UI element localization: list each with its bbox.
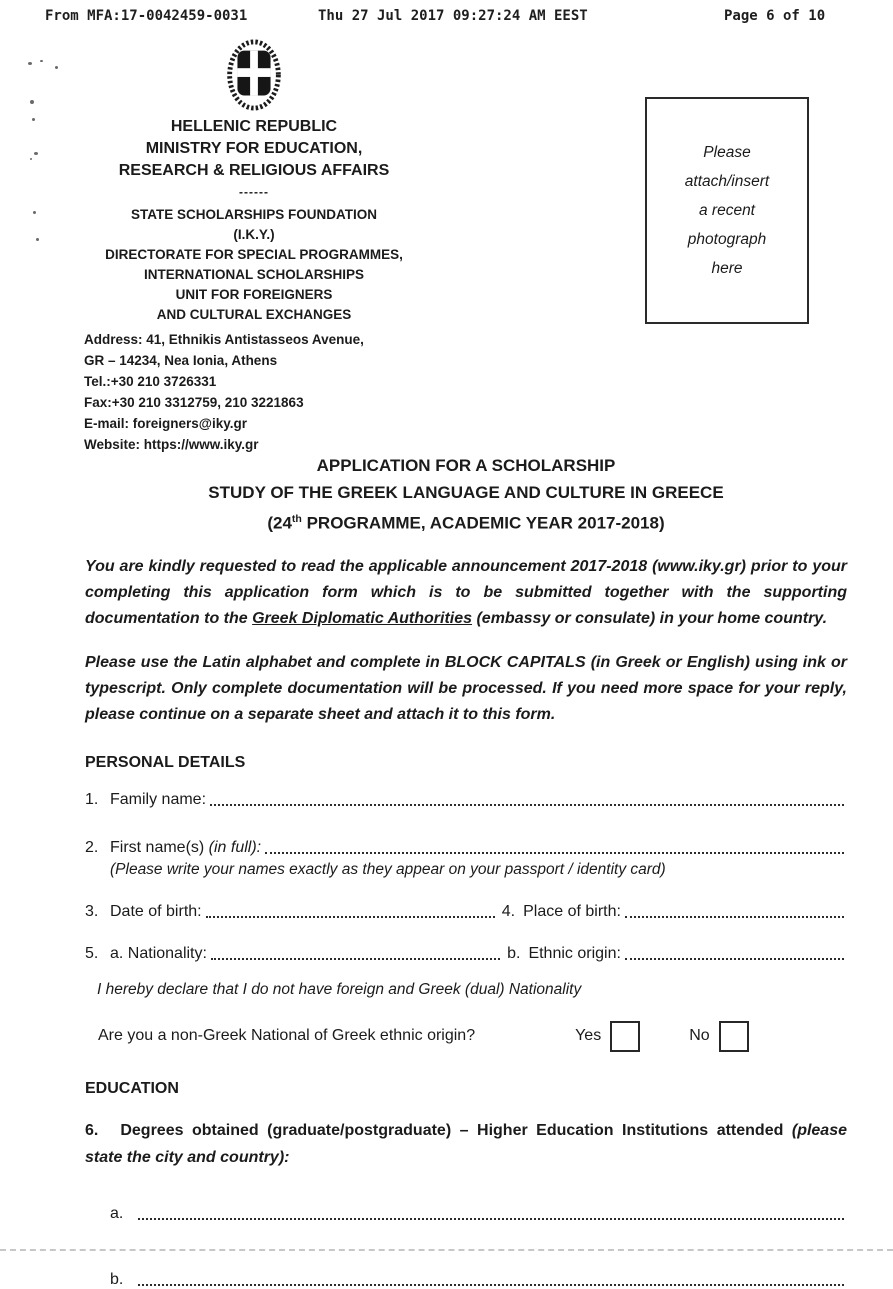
question-letter: b. <box>507 944 521 962</box>
greek-coat-of-arms-icon <box>223 38 285 112</box>
title-ordinal-suffix: th <box>291 513 302 525</box>
family-name-fill-line[interactable] <box>210 804 844 806</box>
question-number: 2. <box>85 838 99 856</box>
degree-a-fill-line[interactable] <box>138 1218 844 1220</box>
field-label-date-of-birth: Date of birth: <box>110 902 202 920</box>
yes-checkbox[interactable] <box>610 1021 640 1052</box>
org-name-line: RESEARCH & RELIGIOUS AFFAIRS <box>118 162 390 179</box>
scan-noise-speck <box>30 100 34 104</box>
photo-box-text: Please <box>703 144 751 161</box>
scan-noise-speck <box>36 238 39 241</box>
place-of-birth-fill-line[interactable] <box>625 916 844 918</box>
foundation-line: DIRECTORATE FOR SPECIAL PROGRAMMES, <box>105 247 403 262</box>
foundation-line: (I.K.Y.) <box>233 227 275 242</box>
photo-box-text: attach/insert <box>684 173 770 190</box>
scan-noise-speck <box>28 62 32 65</box>
photo-box-text: photograph <box>687 231 767 248</box>
foundation-line: STATE SCHOLARSHIPS FOUNDATION <box>131 207 377 222</box>
ethnic-origin-fill-line[interactable] <box>625 958 844 960</box>
intro-p1-text: (embassy or consulate) in your home country. <box>472 609 828 627</box>
form-title <box>85 452 847 537</box>
form-body <box>85 452 847 1289</box>
scan-noise-speck <box>33 211 36 214</box>
field-label-ethnic-origin: Ethnic origin: <box>528 944 621 962</box>
form-title-line3 <box>85 506 847 537</box>
fax-sender-id: From MFA:17-0042459-0031 <box>45 8 248 24</box>
org-name-line: HELLENIC REPUBLIC <box>170 118 338 135</box>
degree-entry-a <box>110 1205 847 1223</box>
field-family-name <box>85 791 847 809</box>
field-birth-row <box>85 903 847 921</box>
org-name-line: MINISTRY FOR EDUCATION, <box>145 140 363 157</box>
section-heading-education: EDUCATION <box>85 1079 179 1097</box>
field-label-first-names <box>110 839 261 857</box>
website-line: Website: https://www.iky.gr <box>84 437 259 452</box>
address-line: Address: 41, Ethnikis Antistasseos Avenue, <box>84 332 364 347</box>
nationality-fill-line[interactable] <box>211 958 500 960</box>
letterhead <box>78 38 430 455</box>
first-names-label-text: First name(s) <box>110 838 209 856</box>
letterhead-divider: ------ <box>239 185 269 199</box>
ethnic-origin-question: Are you a non-Greek National of Greek ethnic origin? <box>98 1027 476 1045</box>
scan-noise-speck <box>40 60 43 62</box>
degree-b-fill-line[interactable] <box>138 1284 844 1286</box>
intro-paragraph-1 <box>85 554 847 632</box>
entry-letter: b. <box>110 1270 124 1288</box>
degree-entry-b <box>110 1271 847 1289</box>
photo-box-text: here <box>711 260 743 277</box>
intro-paragraph-2: Please use the Latin alphabet and complete in BLOCK CAPITALS (in Greek or English) using ink or typescript. Only complete documentation will be processed. If you need more space for your reply, please continue on a separate sheet and attach it to this form. <box>85 653 847 723</box>
foundation-line: AND CULTURAL EXCHANGES <box>156 307 352 322</box>
title-programme-prefix: (24 <box>267 513 292 533</box>
intro-p1-underlined-text: Greek Diplomatic Authorities <box>252 609 473 627</box>
fax-line: Fax:+30 210 3312759, 210 3221863 <box>84 395 304 410</box>
scan-noise-speck <box>30 158 32 160</box>
scan-noise-speck <box>55 66 58 69</box>
photo-attachment-box[interactable] <box>645 97 809 324</box>
first-names-fill-line[interactable] <box>265 852 844 854</box>
email-line: E-mail: foreigners@iky.gr <box>84 416 247 431</box>
field-label-nationality: a. Nationality: <box>110 944 207 962</box>
field-label-place-of-birth: Place of birth: <box>523 902 621 920</box>
title-programme-suffix: PROGRAMME, ACADEMIC YEAR 2017-2018) <box>301 513 665 533</box>
field-degrees-obtained <box>85 1117 847 1171</box>
field-label-family-name: Family name: <box>110 790 207 808</box>
question-number: 3. <box>85 902 99 920</box>
scan-noise-speck <box>34 152 38 155</box>
question-number: 1. <box>85 790 99 808</box>
form-title-line2: STUDY OF THE GREEK LANGUAGE AND CULTURE IN GREECE <box>208 483 724 502</box>
no-label: No <box>689 1027 710 1045</box>
fax-page-number: Page 6 of 10 <box>724 8 826 24</box>
dual-nationality-declaration: I hereby declare that I do not have foreign and Greek (dual) Nationality <box>97 980 582 998</box>
foundation-line: INTERNATIONAL SCHOLARSHIPS <box>143 267 364 282</box>
foundation-line: UNIT FOR FOREIGNERS <box>175 287 333 302</box>
section-heading-personal-details: PERSONAL DETAILS <box>85 753 246 771</box>
ethnic-origin-question-row <box>98 1021 847 1052</box>
scan-artifact-line <box>0 1249 893 1251</box>
form-title-line1: APPLICATION FOR A SCHOLARSHIP <box>316 456 616 475</box>
first-names-label-italic: (in full): <box>208 838 262 856</box>
entry-letter: a. <box>110 1204 124 1222</box>
no-checkbox[interactable] <box>719 1021 749 1052</box>
passport-name-note: (Please write your names exactly as they appear on your passport / identity card) <box>110 860 666 878</box>
degrees-label-italic: (please state the city and country): <box>85 1121 847 1166</box>
address-line: GR – 14234, Nea Ionia, Athens <box>84 353 278 368</box>
degrees-label-text: Degrees obtained (graduate/postgraduate) – Higher Education Institutions attended <box>120 1121 792 1139</box>
phone-line: Tel.:+30 210 3726331 <box>84 374 217 389</box>
date-of-birth-fill-line[interactable] <box>206 916 495 918</box>
photo-box-text: a recent <box>698 202 755 219</box>
question-number: 6. <box>85 1121 99 1139</box>
fax-timestamp: Thu 27 Jul 2017 09:27:24 AM EEST <box>318 8 588 24</box>
field-nationality-row <box>85 945 847 963</box>
scan-noise-speck <box>32 118 35 121</box>
intro-p1-text: You are kindly requested to read the applicable announcement 2017-2018 (www.iky.gr) prior to your completing this application form which is to be submitted together with the supporting documentation to the <box>85 557 847 627</box>
contact-address-block <box>84 329 430 455</box>
yes-label: Yes <box>575 1027 602 1045</box>
field-first-names <box>85 839 847 857</box>
question-number: 4. <box>501 902 516 920</box>
question-number: 5. <box>85 944 99 962</box>
